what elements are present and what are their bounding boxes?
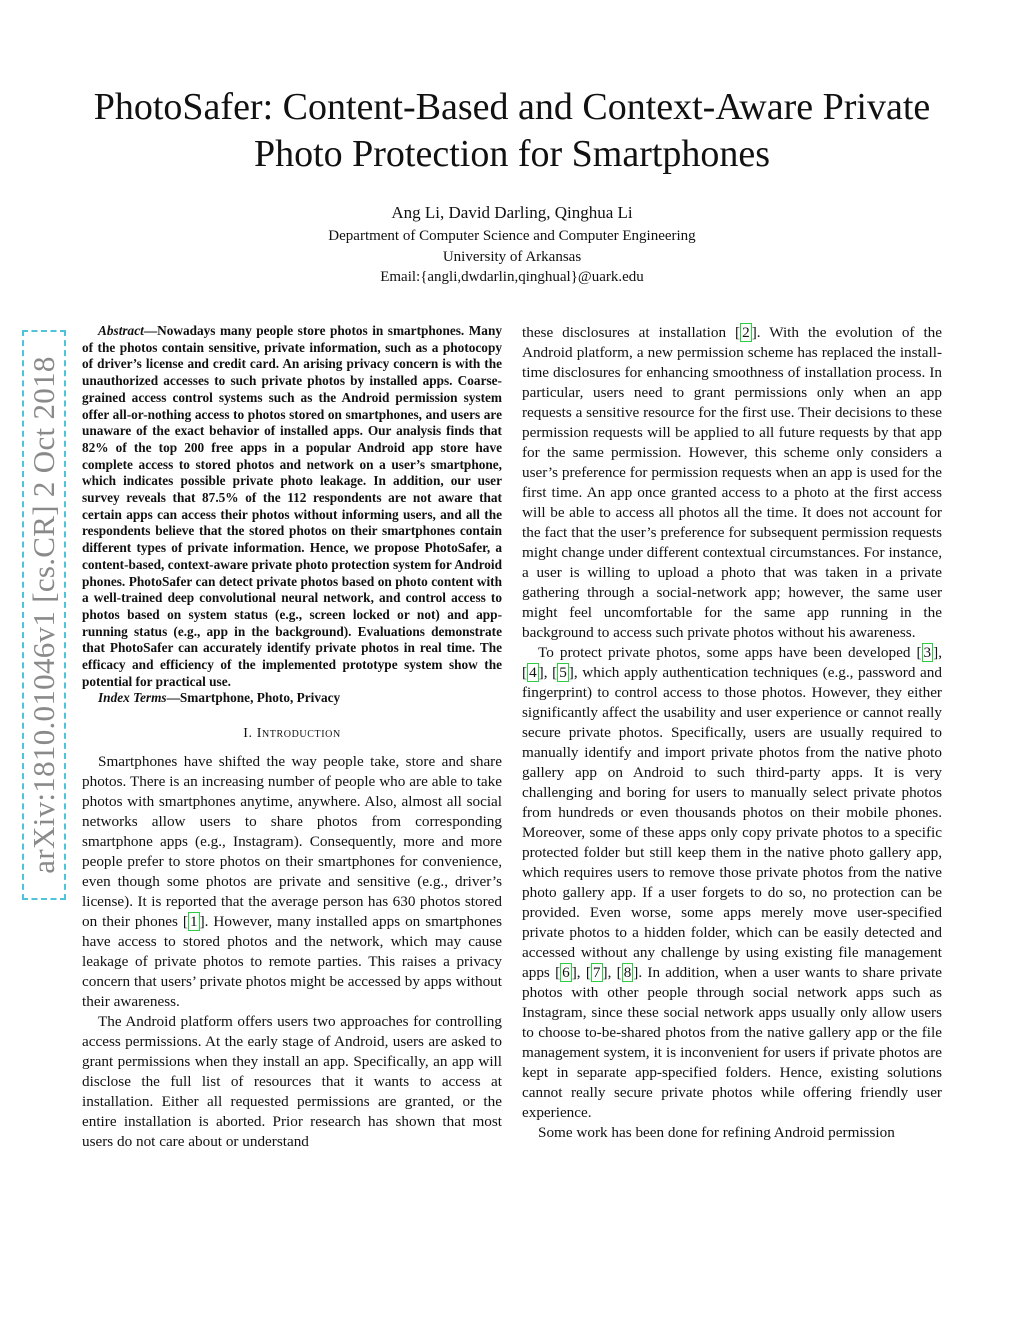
paragraph-text: ], [: [522, 644, 942, 681]
paragraph-text: ], [: [602, 964, 622, 981]
abstract-text: —Nowadays many people store photos in smartphones. Many of the photos contain sensitive, private information, such as a photocopy of driver’s license and credit card. An arising privacy concern is with the unauthorized accesses to such private photos by installed apps. Coarse-grained access control systems such as the Android permission system offer all-or-nothing access to photos stored on smartphones, and users are unaware of the exact behavior of installed apps. Our analysis finds that 82% of the top 200 free apps in a popular Android app store have complete access to stored photos and network on a user’s smartphone, which indicates possible private photo leakage. In addition, our user survey reveals that 87.5% of the 112 respondents are not aware that certain apps can access their photos without informing users, and all the respondents believe that the stored photos on their smartphones contain different types of private information. Hence, we propose PhotoSafer, a content-based, context-aware private photo protection system for Android phones. PhotoSafer can detect private photos based on photo content with a well-trained deep convolutional neural network, and control access to photos based on system status (e.g., screen locked or not) and app-running status (e.g., app in the background). Evaluations demonstrate that PhotoSafer can accurately identify private photos in real time. The efficacy and efficiency of the implemented prototype system show the potential for practical use.: [82, 323, 502, 689]
author-names: Ang Li, David Darling, Qinghua Li: [391, 203, 633, 222]
index-terms-label: Index Terms: [98, 690, 167, 706]
arxiv-identifier-stamp: [22, 330, 66, 900]
university: University of Arkansas: [442, 248, 582, 265]
paragraph-text: ]. With the evolution of the Android platform, a new permission scheme has replaced the install-time disclosures for enhancing smoothness of installation process. In particular, users need to grant permissions only when an app requests a sensitive resource for the first use. Their decisions to these permission requests will be applied to all future requests by that app for the same permission. However, this scheme only considers a user’s preference for permission requests when an app is used for the first time. An app once granted access to a photo at the first access will be able to access all photos all the time. It does not account for the fact that the user’s preference for subsequent permission requests might change under different contextual circumstances. For instance, a user is willing to upload a photo that was taken in a private gathering through a social-network app; however, the same user might feel uncomfortable for the same app running in the background to access such private photos without his awareness.: [522, 324, 942, 641]
right-column: [522, 323, 942, 1143]
citation-link[interactable]: 3: [923, 644, 932, 661]
paragraph-5: [522, 1123, 942, 1143]
abstract-label: Abstract: [98, 323, 144, 338]
paragraph-1: [82, 752, 502, 1012]
paragraph-text: these disclosures at installation [: [522, 324, 741, 341]
paper-title: PhotoSafer: Content-Based and Context-Aware Private Photo Protection for Smartphones: [93, 86, 931, 175]
paragraph-text: ], which apply authentication techniques (e.g., password and fingerprint) to control access to those photos. However, they either significantly affect the usability and user experience or cannot really secure private photos. Specifically, users are usually required to manually identify and import private photos from the native photo gallery app on Android to such third-party apps. It is very challenging and boring for users to manually select private photos from hundreds or even thousands photos on their mobile phones. Moreover, some of these apps only copy private photos to a specific protected folder but still keep them in the native photo gallery app, which requires users to remove those private photos from the native photo gallery app. If a user forgets to do so, no protection can be provided. Even worse, some apps merely move user-specified private photos to a hidden folder, which can be easily detected and accessed without any challenge by using existing file management apps [: [522, 664, 942, 981]
section-heading-introduction: [82, 724, 502, 744]
left-column: [82, 323, 502, 1152]
paragraph-3: [522, 323, 942, 643]
paragraph-text: ], [: [571, 964, 591, 981]
index-terms-text: —Smartphone, Photo, Privacy: [166, 690, 341, 706]
citation-link[interactable]: 5: [559, 664, 567, 681]
citation-link[interactable]: 1: [189, 913, 198, 931]
paragraph-text: The Android platform offers users two approaches for controlling access permissions. At the early stage of Android, users are asked to grant permissions when they install an app. Specifically, an app will disclose the full list of resources that it wants to access at installation. Either all requested permissions are granted, or the entire installation is aborted. Prior research has shown that most users do not care about or understand: [82, 1013, 502, 1151]
paragraph-2: [82, 1012, 502, 1152]
author-block: [100, 200, 924, 288]
abstract: [82, 323, 502, 690]
paragraph-text: Smartphones have shifted the way people take, store and share photos. There is an increasing number of people who are able to take photos with smartphones anytime, anywhere. Also, almost all social networks allow users to share photos from corresponding smartphone apps (e.g., Instagram). Consequently, more and more people prefer to store photos on their smartphones for convenience, even though some photos are private and sensitive (e.g., driver’s license). It is reported that the average person has 630 photos stored on their phones [: [82, 753, 502, 931]
email: Email:{angli,dwdarlin,qinghual}@uark.edu: [380, 269, 644, 285]
citation-link[interactable]: 4: [529, 664, 537, 681]
paragraph-text: To protect private photos, some apps have been developed [: [538, 644, 922, 661]
paragraph-4: [522, 643, 942, 1123]
section-title: Introduction: [256, 726, 341, 742]
paragraph-text: ]. However, many installed apps on smartphones have access to stored photos and the network, which may cause leakage of private photos to remote parties. This raises a privacy concern that users’ private photos might be accessed by apps without their awareness.: [82, 913, 502, 1011]
paragraph-text: Some work has been done for refining Android permission: [538, 1124, 895, 1141]
citation-link[interactable]: 2: [742, 324, 750, 341]
citation-link[interactable]: 8: [623, 964, 632, 981]
paragraph-text: ], [: [538, 664, 558, 681]
paragraph-text: ]. In addition, when a user wants to share private photos with other people through social network apps such as Instagram, since these social network apps usually only allow users to choose to-be-shared photos from the native gallery app or the file management system, it is inconvenient for users if private photos are kept in separate app-specified folders. Hence, existing solutions cannot really secure private photos while offering friendly user experience.: [522, 964, 942, 1121]
citation-link[interactable]: 6: [562, 964, 570, 981]
index-terms: [82, 690, 502, 707]
arxiv-id-text: arXiv:1810.01046v1 [cs.CR] 2 Oct 2018: [26, 356, 61, 874]
section-number: I.: [243, 726, 257, 742]
citation-link[interactable]: 7: [592, 964, 601, 981]
department: Department of Computer Science and Computer Engineering: [328, 228, 696, 244]
